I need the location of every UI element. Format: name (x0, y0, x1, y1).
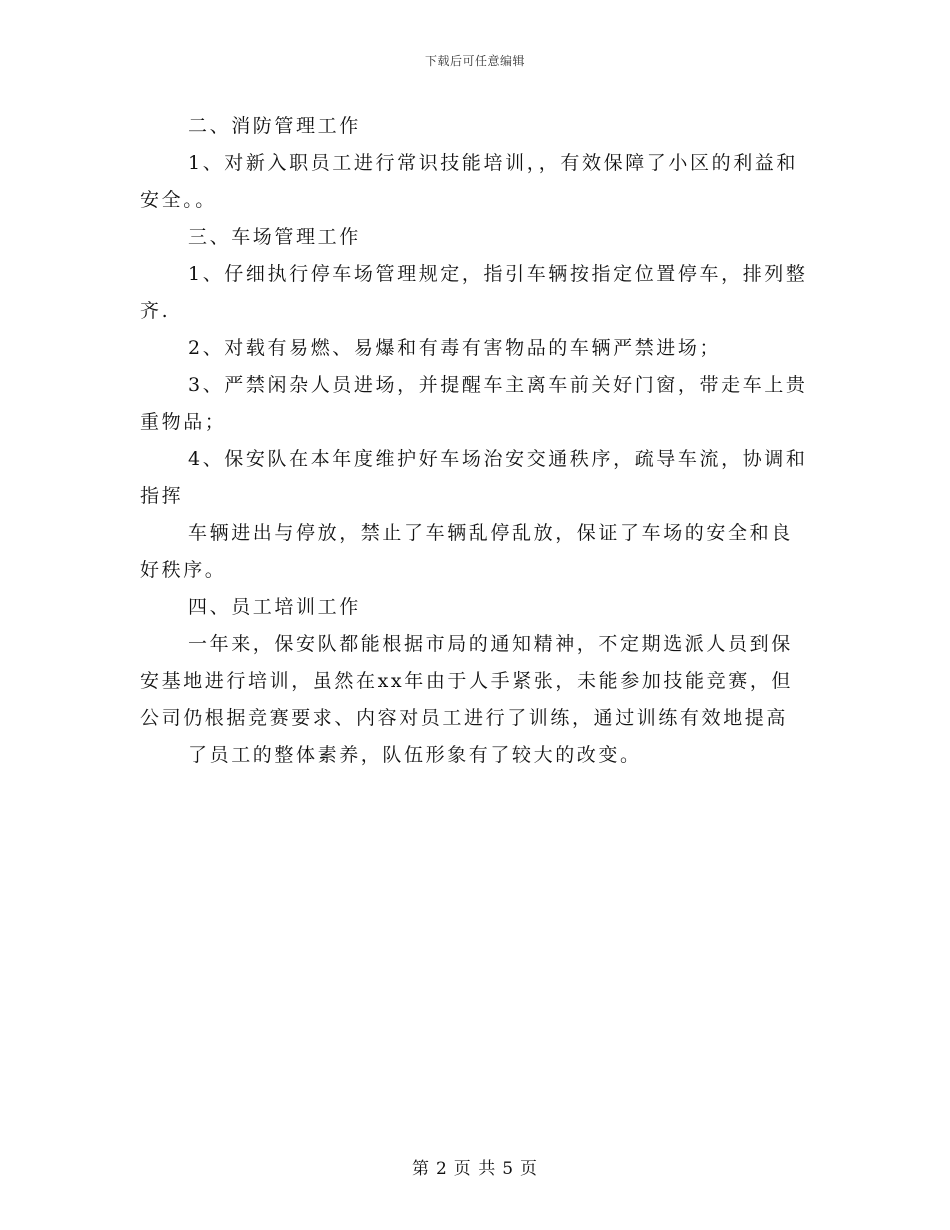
total-pages-number: 5 (502, 1159, 515, 1179)
paragraph-line: 了员工的整体素养，队伍形象有了较大的改变。 (188, 744, 642, 766)
paragraph-line: 1、仔细执行停车场管理规定，指引车辆按指定位置停车，排列整 (188, 263, 808, 285)
paragraph-line: 好秩序。 (140, 559, 227, 581)
current-page-number: 2 (435, 1159, 448, 1179)
page-label-prefix: 第 (411, 1159, 430, 1179)
page-footer (0, 1154, 950, 1179)
paragraph-line: 一年来，保安队都能根据市局的通知精神，不定期选派人员到保 (188, 633, 793, 655)
page-header: 下载后可任意编辑 (424, 54, 525, 68)
paragraph-line: 1、对新入职员工进行常识技能培训，，有效保障了小区的利益和 (188, 152, 798, 174)
section-heading-fire: 二、消防管理工作 (188, 115, 361, 137)
paragraph-line: 2、对载有易燃、易爆和有毒有害物品的车辆严禁进场； (188, 337, 722, 359)
section-heading-training: 四、员工培训工作 (188, 596, 361, 618)
page-label-suffix: 页 (520, 1159, 539, 1179)
paragraph-line: 齐. (140, 300, 171, 322)
section-heading-parking: 三、车场管理工作 (188, 226, 361, 248)
paragraph-line: 安基地进行培训，虽然在xx年由于人手紧张，未能参加技能竞赛，但 (140, 670, 794, 692)
paragraph-line: 指挥 (140, 485, 184, 507)
paragraph-line: 重物品； (140, 411, 227, 433)
paragraph-line: 车辆进出与停放，禁止了车辆乱停乱放，保证了车场的安全和良 (188, 522, 793, 544)
paragraph-line: 4、保安队在本年度维护好车场治安交通秩序，疏导车流，协调和 (188, 448, 808, 470)
page-label-middle: 页 共 (453, 1159, 497, 1179)
paragraph-line: 3、严禁闲杂人员进场，并提醒车主离车前关好门窗，带走车上贵 (188, 374, 808, 396)
paragraph-line: 安全。。 (140, 189, 217, 211)
paragraph-line: 公司仍根据竞赛要求、内容对员工进行了训练，通过训练有效地提高 (140, 707, 789, 729)
document-body (140, 108, 808, 774)
